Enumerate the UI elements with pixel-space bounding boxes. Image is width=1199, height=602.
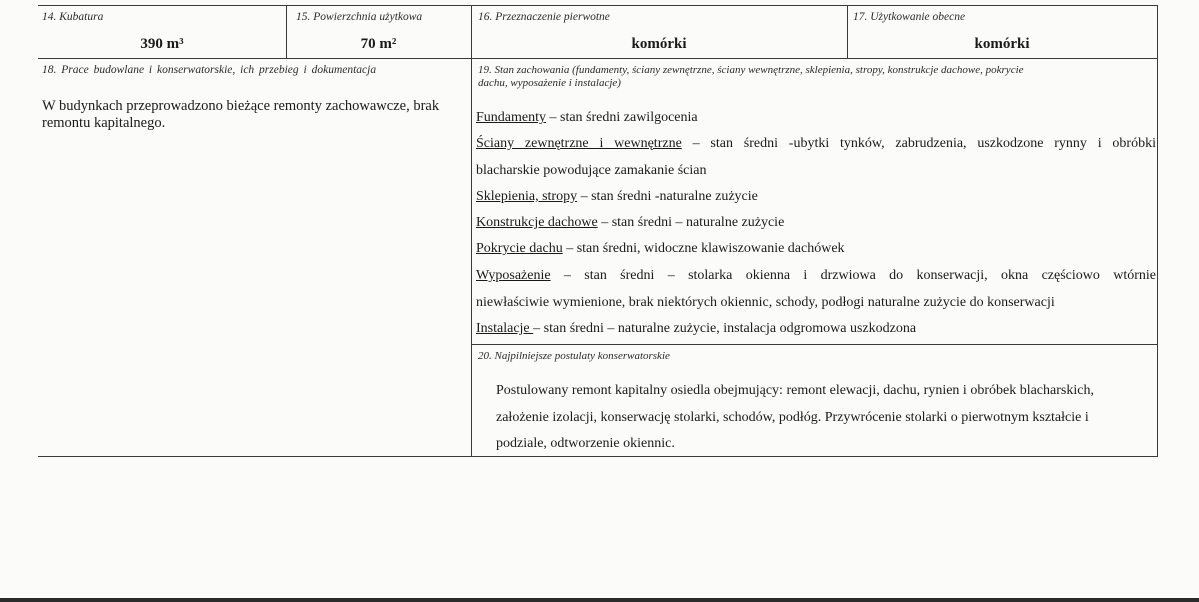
- przeznaczenie-value: komórki: [631, 36, 687, 52]
- powierzchnia-value: 70 m²: [360, 36, 397, 52]
- uzytkowanie-label: 17. Użytkowanie obecne: [853, 11, 966, 23]
- condition-text: – stan średni – naturalne zużycie: [597, 215, 785, 230]
- condition-text: – stan średni, widoczne klawiszowanie dachówek: [562, 241, 845, 256]
- condition-row-pokrycie: [476, 241, 1156, 257]
- condition-row-wyposazenie: [476, 268, 1156, 284]
- stan-label-line1: 19. Stan zachowania (fundamenty, ściany zewnętrzne, ściany wewnętrzne, sklepienia, stropy, konstrukcje dachowe, pokrycie: [478, 64, 1024, 76]
- condition-text: – stan średni – naturalne zużycie, instalacja odgromowa uszkodzona: [533, 321, 917, 336]
- condition-text: niewłaściwie wymienione, brak niektórych okiennic, schody, podłogi naturalne zużycie do konserwacji: [476, 295, 1055, 310]
- scan-bottom-edge: [0, 598, 1199, 602]
- condition-head: Ściany zewnętrzne i wewnętrzne: [476, 136, 682, 151]
- condition-head: Fundamenty: [476, 110, 546, 125]
- postulaty-top-border: [471, 344, 1158, 345]
- condition-row-fundamenty: [476, 110, 1156, 126]
- condition-row-sciany: [476, 136, 1156, 152]
- postulaty-line-3: podziale, odtworzenie okiennic.: [496, 436, 675, 451]
- prace-text: W budynkach przeprowadzono bieżące remonty zachowawcze, brak remontu kapitalnego.: [42, 98, 440, 131]
- condition-row-konstrukcje: [476, 215, 1156, 231]
- condition-head: Sklepienia, stropy: [476, 189, 578, 204]
- condition-text: – stan średni zawilgocenia: [546, 110, 698, 125]
- condition-head: Konstrukcje dachowe: [476, 215, 598, 230]
- top-border: [38, 5, 1158, 6]
- prace-label: 18. Prace budowlane i konserwatorskie, ich przebieg i dokumentacja: [42, 64, 377, 76]
- condition-text: blacharskie powodujące zamakanie ścian: [476, 163, 707, 178]
- stan-label-line2: dachu, wyposażenie i instalacje): [478, 77, 621, 89]
- condition-text: – stan średni – stolarka okienna i drzwiowa do konserwacji, okna częściowo wtórnie: [550, 268, 1156, 283]
- bottom-border: [38, 456, 1158, 457]
- condition-row-sklepienia: [476, 189, 1156, 205]
- condition-text: – stan średni -ubytki tynków, zabrudzenia, uszkodzone rynny i obróbki: [681, 136, 1156, 151]
- divider-2: [471, 5, 472, 456]
- powierzchnia-label: 15. Powierzchnia użytkowa: [296, 11, 423, 23]
- condition-row-instalacje: [476, 321, 1156, 337]
- postulaty-line-2: założenie izolacji, konserwację stolarki, schodów, podłóg. Przywrócenie stolarki o pierwotnym kształcie i: [496, 410, 1089, 425]
- right-border: [1157, 5, 1158, 456]
- condition-head: Pokrycie dachu: [476, 241, 563, 256]
- postulaty-label: 20. Najpilniejsze postulaty konserwatorskie: [478, 350, 670, 362]
- condition-row-wyposazenie-cont: [476, 295, 1156, 311]
- condition-text: – stan średni -naturalne zużycie: [577, 189, 758, 204]
- condition-head: Wyposażenie: [476, 268, 551, 283]
- condition-head: Instalacje: [476, 321, 534, 336]
- kubatura-value: 390 m³: [140, 36, 184, 52]
- uzytkowanie-value: komórki: [974, 36, 1030, 52]
- postulaty-line-1: Postulowany remont kapitalny osiedla obejmujący: remont elewacji, dachu, rynien i obróbek blacharskich,: [496, 383, 1094, 398]
- row1-bottom-border: [38, 58, 1158, 59]
- przeznaczenie-label: 16. Przeznaczenie pierwotne: [478, 11, 610, 23]
- condition-row-sciany-cont: [476, 163, 1156, 179]
- kubatura-label: 14. Kubatura: [42, 11, 104, 23]
